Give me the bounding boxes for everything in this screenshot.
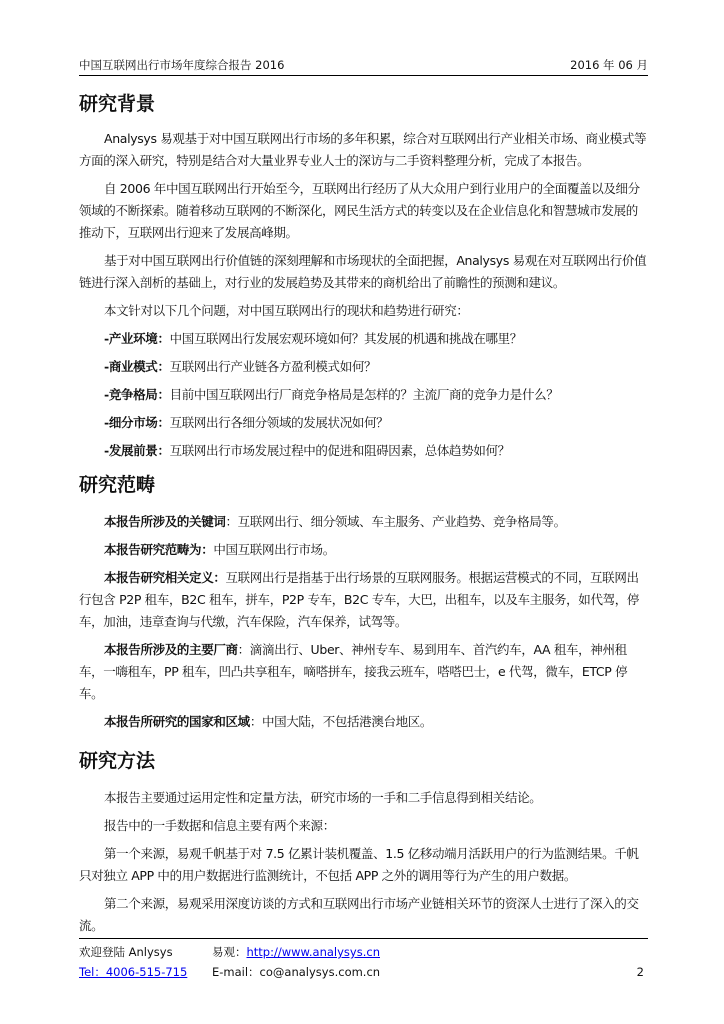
phone-link[interactable]: Tel：4006-515-715 (79, 965, 188, 979)
scope-label: 本报告研究相关定义： (104, 570, 226, 585)
report-header-date: 2016 年 06 月 (570, 58, 648, 72)
scope-text: ：滴滴出行、Uber、神州专车、易到用车、首汽约车，AA 租车，神州租车，一嗨租车，PP 租车，凹凸共享租车，嘀嗒拼车，接我云班车，嗒嗒巴士，e 代驾，微车，ETCP 停车。 (79, 642, 628, 701)
page-content (79, 91, 648, 943)
scope-label: 本报告所涉及的关键词 (104, 514, 226, 529)
scope-item (79, 711, 648, 733)
footer-site-label: 易观： (212, 945, 247, 959)
header-divider (79, 75, 648, 76)
website-link[interactable]: http://www.analysys.cn (246, 945, 380, 959)
question-item (79, 328, 648, 350)
question-item (79, 440, 648, 462)
scope-text: ：中国大陆，不包括港澳台地区。 (249, 714, 433, 729)
scope-text: ：互联网出行、细分领域、车主服务、产业趋势、竞争格局等。 (225, 514, 566, 529)
question-text: 互联网出行市场发展过程中的促进和阻碍因素，总体趋势如何？ (169, 443, 510, 458)
section-heading-scope: 研究范畴 (79, 474, 156, 496)
paragraph: 第一个来源，易观千帆基于对 7.5 亿累计装机覆盖、1.5 亿移动端月活跃用户的行为监测结果。千帆只对独立 APP 中的用户数据进行监测统计，不包括 APP 之外的调用等行为产生的用户数据。 (79, 846, 639, 883)
report-header-title: 中国互联网出行市场年度综合报告 2016 (79, 58, 285, 72)
footer-welcome: 欢迎登陆 Anlysys (79, 945, 173, 959)
question-text: 互联网出行产业链各方盈利模式如何？ (169, 359, 377, 374)
question-item (79, 356, 648, 378)
scope-item (79, 539, 648, 561)
question-label: -竞争格局： (104, 387, 170, 402)
question-label: -商业模式： (104, 359, 170, 374)
footer-website (212, 944, 380, 960)
question-text: 互联网出行各细分领域的发展状况如何？ (169, 415, 389, 430)
question-item (79, 384, 648, 406)
scope-item (79, 639, 648, 705)
section-heading-method: 研究方法 (79, 750, 156, 772)
scope-text: 互联网出行是指基于出行场景的互联网服务。根据运营模式的不同，互联网出行包含 P2P 租车，B2C 租车，拼车，P2P 专车，B2C 专车，大巴，出租车，以及车主服务，如代驾，停车，加油，违章查询与代缴，汽车保险，汽车保养，试驾等。 (79, 570, 640, 629)
question-label: -细分市场： (104, 415, 170, 430)
scope-label: 本报告所涉及的主要厂商 (104, 642, 238, 657)
footer-email: E-mail：co@analysys.com.cn (212, 965, 381, 979)
paragraph: 基于对中国互联网出行价值链的深刻理解和市场现状的全面把握，Analysys 易观在对互联网出行价值链进行深入剖析的基础上，对行业的发展趋势及其带来的商机给出了前瞻性的预测和建议。 (79, 253, 647, 290)
scope-label: 本报告研究范畴为： (104, 542, 214, 557)
question-label: -发展前景： (104, 443, 170, 458)
paragraph: 本报告主要通过运用定性和定量方法，研究市场的一手和二手信息得到相关结论。 (104, 790, 542, 805)
footer-divider (79, 938, 648, 939)
question-text: 目前中国互联网出行厂商竞争格局是怎样的？主流厂商的竞争力是什么？ (169, 387, 559, 402)
paragraph: 自 2006 年中国互联网出行开始至今，互联网出行经历了从大众用户到行业用户的全面覆盖以及细分领域的不断探索。随着移动互联网的不断深化，网民生活方式的转变以及在企业信息化和智慧城市发展的推动下，互联网出行迎来了发展高峰期。 (79, 181, 640, 240)
section-heading-background: 研究背景 (79, 93, 156, 115)
scope-label: 本报告所研究的国家和区域 (104, 714, 250, 729)
scope-text: 中国互联网出行市场。 (213, 542, 335, 557)
paragraph: Analysys 易观基于对中国互联网出行市场的多年积累，综合对互联网出行产业相关市场、商业模式等方面的深入研究，特别是结合对大量业界专业人士的深访与二手资料整理分析，完成了本报告。 (79, 131, 647, 168)
scope-item (79, 567, 648, 633)
question-text: 中国互联网出行发展宏观环境如何？其发展的机遇和挑战在哪里？ (169, 331, 522, 346)
question-label: -产业环境： (104, 331, 170, 346)
page-number: 2 (636, 965, 644, 979)
paragraph: 第二个来源，易观采用深度访谈的方式和互联网出行市场产业链相关环节的资深人士进行了深入的交流。 (79, 896, 639, 933)
paragraph: 本文针对以下几个问题，对中国互联网出行的现状和趋势进行研究： (104, 303, 469, 318)
question-item (79, 412, 648, 434)
scope-item (79, 511, 648, 533)
paragraph: 报告中的一手数据和信息主要有两个来源： (104, 818, 335, 833)
